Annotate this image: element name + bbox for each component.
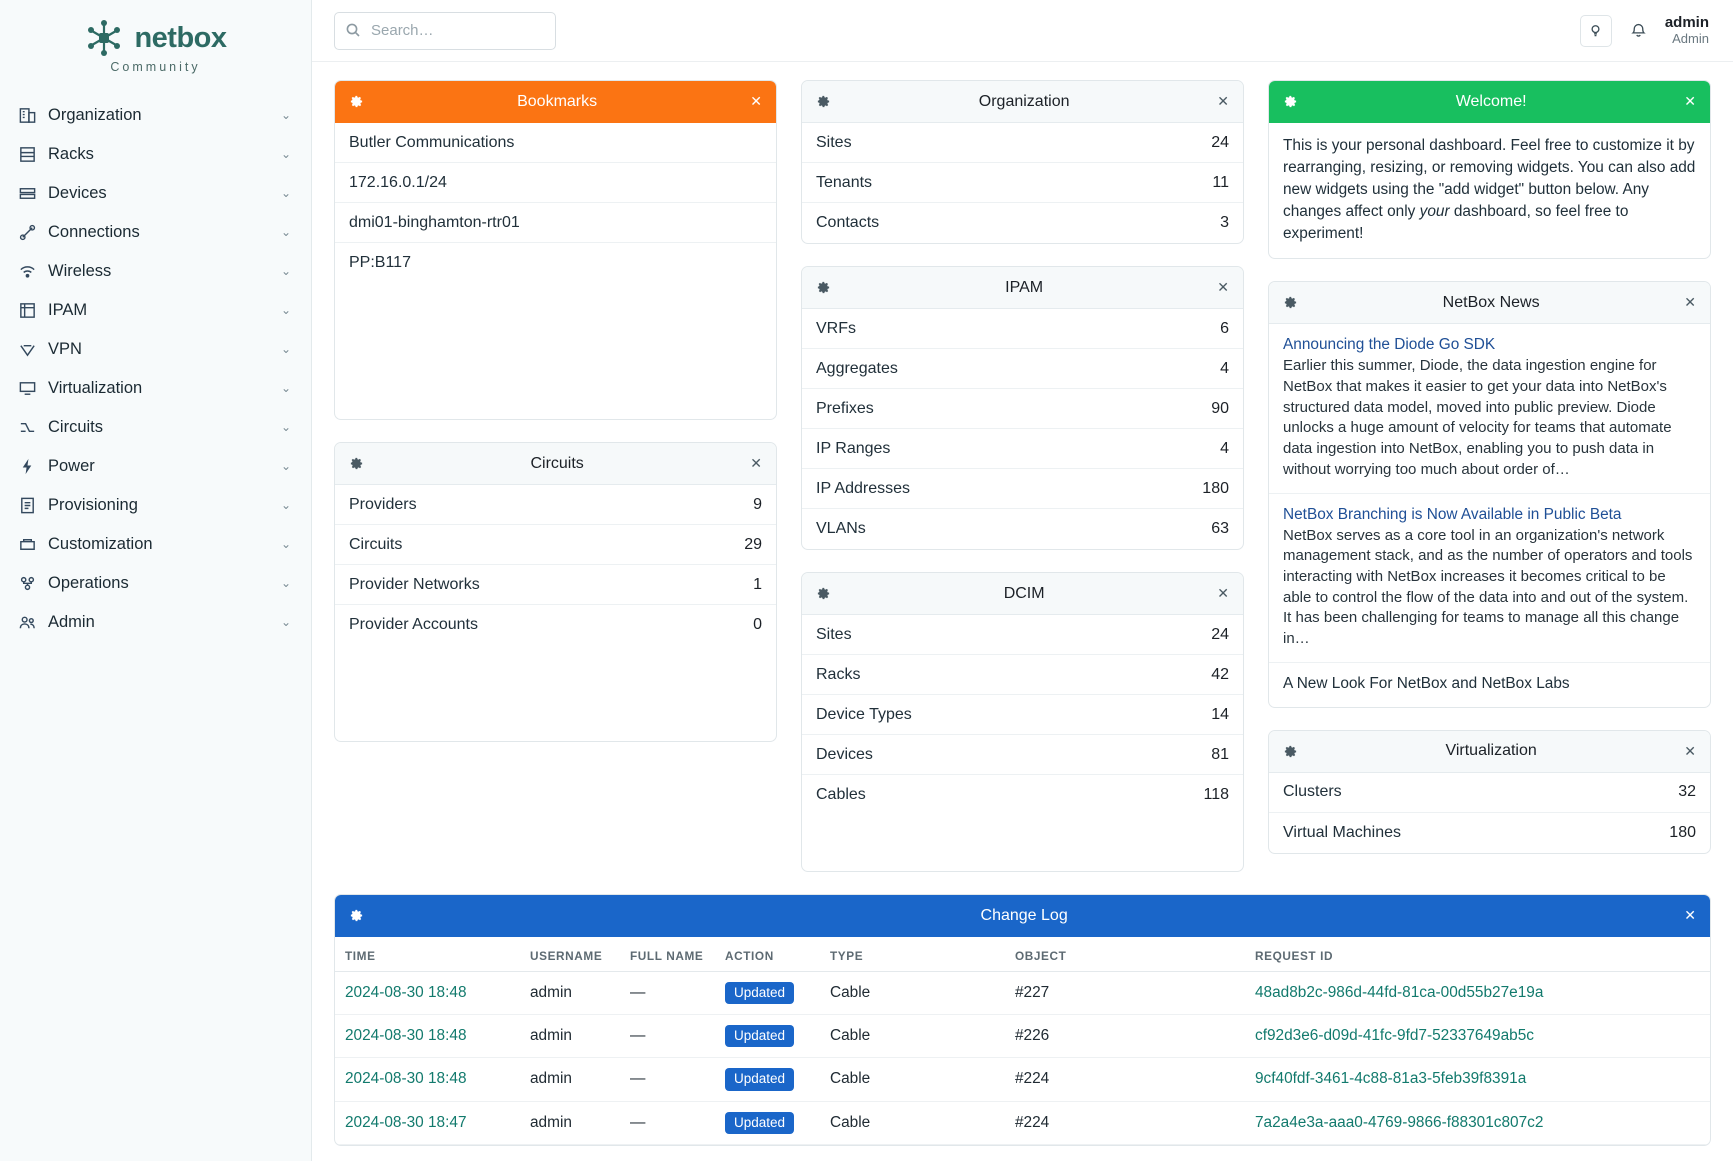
sidebar-label: Circuits [48,418,104,436]
cell-object[interactable]: #226 [1005,1015,1245,1058]
gear-icon[interactable] [816,280,831,295]
list-item[interactable]: PP:B117 [349,254,411,271]
brand[interactable] [0,8,311,90]
cell-action [715,1101,820,1144]
sidebar-item-operations[interactable] [0,564,311,603]
sidebar-label: Virtualization [48,379,143,397]
close-icon[interactable]: ✕ [1217,93,1229,109]
cell-object[interactable]: #227 [1005,972,1245,1015]
news-body: Earlier this summer, Diode, the data ingestion engine for NetBox that makes it easier to get your data into NetBox's structured data model, moved into public preview. Diode unlocks a huge amount of velocity for teams that automate data ingestion into NetBox, enabling you to push data in without worrying too much about order of… [1283,357,1672,478]
table-row[interactable] [335,1058,1710,1101]
bookmark-list [335,123,776,283]
circuits-icon [18,418,44,437]
table-row[interactable] [335,972,1710,1015]
widget-bookmarks [334,80,777,420]
status-badge: Updated [725,1025,794,1047]
list-item[interactable] [335,485,776,525]
sidebar-item-devices[interactable] [0,174,311,213]
welcome-text-part1: This is your personal dashboard. Feel free to customize it by rearranging, resizing, or removing widgets. You can also add new widgets using the "add widget" button below. Any changes affect only [1283,137,1696,220]
ipam-icon [18,301,44,320]
racks-icon [18,145,44,164]
list-item[interactable] [802,349,1243,389]
stat-label: Circuits [349,535,403,553]
devices-icon [18,184,44,203]
list-item[interactable] [1269,773,1710,813]
widget-organization [801,80,1244,244]
connections-icon [18,223,44,242]
gear-icon[interactable] [1283,94,1298,109]
widget-title: Circuits [530,454,584,472]
sidebar-label: Operations [48,574,129,592]
wireless-icon [18,262,44,281]
widget-title: Virtualization [1445,742,1537,760]
widget-virtualization [1268,730,1711,854]
search-box[interactable] [334,12,556,50]
cell-fullname: — [620,1101,715,1144]
list-item[interactable] [802,203,1243,243]
stat-label: Racks [816,665,861,683]
cell-time[interactable]: 2024-08-30 18:48 [335,1015,520,1058]
dcim-stat-list [802,615,1243,815]
stat-label: Clusters [1283,783,1342,801]
cell-username: admin [520,1015,620,1058]
stat-value: 0 [753,616,762,633]
stat-value: 90 [1211,399,1229,417]
table-row[interactable] [335,1101,1710,1144]
provisioning-icon [18,496,44,515]
sidebar-item-racks[interactable] [0,135,311,174]
stat-value: 3 [1220,214,1229,231]
sidebar-label: Devices [48,184,107,202]
stat-label: VRFs [816,319,856,337]
cell-time[interactable]: 2024-08-30 18:47 [335,1101,520,1144]
cell-action [715,972,820,1015]
chevron-down-icon: ⌄ [280,458,291,473]
sidebar-item-provisioning[interactable] [0,486,311,525]
chevron-down-icon: ⌄ [280,497,291,512]
cell-request-id[interactable]: 9cf40fdf-3461-4c88-81a3-5feb39f8391a [1245,1058,1710,1101]
stat-label: IP Addresses [816,479,910,497]
list-item[interactable]: Butler Communications [335,123,776,163]
stat-value: 29 [744,535,762,553]
widget-title: Organization [978,92,1070,110]
theme-toggle-button[interactable] [1580,15,1612,47]
widget-change-log [334,894,1711,1146]
stat-value: 180 [1669,823,1696,841]
virtualization-stat-list [1269,773,1710,853]
welcome-text [1269,123,1710,258]
cell-time[interactable]: 2024-08-30 18:48 [335,972,520,1015]
gear-icon[interactable] [816,94,831,109]
widget-header [802,267,1243,309]
widget-column-3 [1268,80,1711,854]
search-icon [345,22,361,43]
sidebar-label: Wireless [48,262,112,280]
welcome-text-emphasis: your [1419,202,1450,220]
gear-icon[interactable] [349,94,364,109]
stat-label: Aggregates [816,359,898,377]
cell-username: admin [520,1058,620,1101]
widget-header [335,443,776,485]
chevron-down-icon: ⌄ [280,263,291,278]
organization-stat-list [802,123,1243,243]
list-item[interactable] [802,163,1243,203]
widget-welcome [1268,80,1711,259]
gear-icon[interactable] [349,908,364,923]
stat-value: 118 [1203,786,1229,803]
widget-grid [334,80,1711,872]
column-header-request-id[interactable]: REQUEST ID [1245,937,1710,972]
list-item[interactable] [802,123,1243,163]
customization-icon [18,535,44,554]
close-icon[interactable]: ✕ [1684,93,1696,109]
widget-column-2 [801,80,1244,872]
widget-dcim [801,572,1244,872]
list-item[interactable]: dmi01-binghamton-rtr01 [335,203,776,243]
chevron-down-icon: ⌄ [280,341,291,356]
news-title[interactable]: NetBox Branching is Now Available in Public Beta [1283,505,1622,523]
stat-label: Contacts [816,214,880,231]
stat-value: 6 [1220,319,1229,337]
widget-title: NetBox News [1442,293,1540,311]
list-item[interactable] [802,509,1243,549]
user-menu[interactable] [1665,14,1711,46]
widget-title: Change Log [980,906,1068,924]
main-area [312,0,1733,1161]
stat-label: Devices [816,745,873,763]
stat-label: Provider Networks [349,575,480,593]
chevron-down-icon: ⌄ [280,185,291,200]
sidebar-item-admin[interactable] [0,603,311,642]
column-header-time[interactable]: TIME [335,937,520,972]
list-item[interactable]: 172.16.0.1/24 [335,163,776,203]
list-item[interactable] [335,565,776,605]
chevron-down-icon: ⌄ [280,536,291,551]
list-item[interactable] [802,429,1243,469]
list-item[interactable] [1269,494,1710,663]
table-header-row [335,937,1710,972]
brand-subtitle: Community [110,60,201,74]
sidebar-label: Admin [48,613,95,631]
stat-label: Provider Accounts [349,616,478,633]
sidebar-item-ipam[interactable] [0,291,311,330]
stat-label: VLANs [816,520,866,537]
cell-username: admin [520,1101,620,1144]
cell-action [715,1015,820,1058]
cell-type: Cable [820,1058,1005,1101]
close-icon[interactable]: ✕ [1217,585,1229,601]
news-list [1269,324,1710,706]
stat-value: 24 [1211,133,1229,151]
stat-value: 81 [1211,745,1229,763]
column-header-action[interactable]: ACTION [715,937,820,972]
chevron-down-icon: ⌄ [280,146,291,161]
close-icon[interactable]: ✕ [1684,742,1696,759]
news-title[interactable]: Announcing the Diode Go SDK [1283,336,1496,354]
stat-value: 42 [1211,665,1229,683]
stat-value: 9 [753,495,762,513]
sidebar-item-customization[interactable] [0,525,311,564]
sidebar-label: Power [48,457,95,475]
sidebar-item-power[interactable] [0,447,311,486]
cell-request-id[interactable]: 7a2a4e3a-aaa0-4769-9866-f88301c807c2 [1245,1101,1710,1144]
chevron-down-icon: ⌄ [280,575,291,590]
sidebar-label: Organization [48,106,142,124]
cell-action [715,1058,820,1101]
list-item[interactable] [1269,324,1710,493]
cell-request-id[interactable]: 48ad8b2c-986d-44fd-81ca-00d55b27e19a [1245,972,1710,1015]
close-icon[interactable]: ✕ [750,455,762,471]
cell-fullname: — [620,1015,715,1058]
close-icon[interactable]: ✕ [1217,279,1229,295]
column-header-object[interactable]: OBJECT [1005,937,1245,972]
widget-column-1 [334,80,777,742]
list-item[interactable] [802,735,1243,775]
sidebar-item-virtualization[interactable] [0,369,311,408]
circuits-stat-list [335,485,776,645]
netbox-logo-icon [84,18,124,58]
stat-label: Sites [816,625,852,643]
close-icon[interactable]: ✕ [750,93,762,109]
topbar [312,0,1733,62]
sidebar-item-vpn[interactable] [0,330,311,369]
sidebar-item-connections[interactable] [0,213,311,252]
list-item[interactable] [335,605,776,645]
list-item[interactable] [802,389,1243,429]
cell-username: admin [520,972,620,1015]
sidebar-label: Connections [48,223,140,241]
list-item[interactable] [335,525,776,565]
stat-label: Device Types [816,705,912,723]
chevron-down-icon: ⌄ [280,224,291,239]
widget-circuits [334,442,777,742]
stat-label: Tenants [816,173,873,191]
widget-header [335,895,1710,937]
table-row[interactable] [335,1015,1710,1058]
list-item[interactable] [1269,663,1710,707]
list-item[interactable] [802,469,1243,509]
widget-header [1269,731,1710,773]
stat-label: Providers [349,495,417,513]
stat-value: 11 [1212,173,1229,191]
cell-fullname: — [620,1058,715,1101]
stat-value: 1 [753,575,762,593]
widget-header [335,81,776,123]
sidebar-label: Provisioning [48,496,138,514]
list-item[interactable] [802,309,1243,349]
column-header-fullname[interactable]: FULL NAME [620,937,715,972]
chevron-down-icon: ⌄ [280,107,291,122]
stat-label: Sites [816,133,852,151]
cell-type: Cable [820,1101,1005,1144]
sidebar-item-organization[interactable] [0,96,311,135]
sidebar-label: Customization [48,535,153,553]
gear-icon[interactable] [1283,295,1298,310]
news-body: NetBox serves as a core tool in an organization's network management stack, and as the number of operators and tools interacting with NetBox increases it becomes critical to be able to control the flow of the data into and out of the system. It has been challenging for teams to manage all this change in… [1283,526,1693,647]
stat-label: Prefixes [816,399,874,417]
sidebar-label: IPAM [48,301,88,319]
search-input[interactable] [334,12,556,50]
column-header-type[interactable]: TYPE [820,937,1005,972]
gear-icon[interactable] [816,586,831,601]
cell-request-id[interactable]: cf92d3e6-d09d-41fc-9fd7-52337649ab5c [1245,1015,1710,1058]
stat-label: Virtual Machines [1283,823,1401,841]
ipam-stat-list [802,309,1243,549]
sidebar-nav [0,96,311,642]
cell-object[interactable]: #224 [1005,1101,1245,1144]
list-item[interactable] [802,615,1243,655]
stat-value: 32 [1678,783,1696,801]
virtualization-icon [18,379,44,398]
widget-netbox-news [1268,281,1711,707]
chevron-down-icon: ⌄ [280,614,291,629]
stat-value: 63 [1211,520,1229,537]
status-badge: Updated [725,1112,794,1134]
widget-title: Bookmarks [517,92,598,110]
user-name: admin [1664,14,1709,32]
stat-value: 4 [1220,439,1229,457]
chevron-down-icon: ⌄ [280,380,291,395]
cell-time[interactable]: 2024-08-30 18:48 [335,1058,520,1101]
stat-value: 24 [1211,625,1229,643]
stat-value: 180 [1202,479,1229,497]
changelog-table [335,937,1710,1145]
list-item[interactable] [802,655,1243,695]
widget-title: DCIM [1003,584,1045,602]
stat-label: Cables [816,786,866,803]
stat-label: IP Ranges [816,439,891,457]
cell-fullname: — [620,972,715,1015]
list-item[interactable] [802,695,1243,735]
cell-type: Cable [820,972,1005,1015]
stat-value: 4 [1220,359,1229,377]
widget-ipam [801,266,1244,550]
topbar-right [1580,14,1711,46]
stat-value: 14 [1211,705,1229,723]
list-item[interactable] [1269,813,1710,853]
list-item[interactable] [802,775,1243,815]
sidebar [0,0,312,1161]
welcome-text-part2: dashboard, so feel free to experiment! [1283,202,1629,242]
widget-header [802,573,1243,615]
chevron-down-icon: ⌄ [280,302,291,317]
operations-icon [18,574,44,593]
dashboard-content [312,62,1733,1161]
sidebar-label: Racks [48,145,94,163]
sidebar-item-circuits[interactable] [0,408,311,447]
brand-name: netbox [134,21,227,54]
cell-type: Cable [820,1015,1005,1058]
gear-icon[interactable] [349,456,364,471]
news-title[interactable]: A New Look For NetBox and NetBox Labs [1283,674,1570,692]
sidebar-label: VPN [48,340,82,358]
close-icon[interactable]: ✕ [1684,907,1696,923]
column-header-username[interactable]: USERNAME [520,937,620,972]
cell-object[interactable]: #224 [1005,1058,1245,1101]
status-badge: Updated [725,1068,794,1090]
gear-icon[interactable] [1283,744,1298,759]
widget-title: Welcome! [1455,92,1527,110]
notifications-button[interactable] [1626,22,1651,39]
organization-icon [18,106,44,125]
widget-header [802,81,1243,123]
widget-header [1269,81,1710,123]
chevron-down-icon: ⌄ [280,419,291,434]
widget-title: IPAM [1005,278,1044,296]
admin-icon [18,613,44,632]
close-icon[interactable]: ✕ [1684,294,1696,311]
widget-header [1269,282,1710,324]
sidebar-item-wireless[interactable] [0,252,311,291]
vpn-icon [18,340,44,359]
user-role: Admin [1672,30,1709,46]
power-icon [18,457,44,476]
status-badge: Updated [725,982,794,1004]
